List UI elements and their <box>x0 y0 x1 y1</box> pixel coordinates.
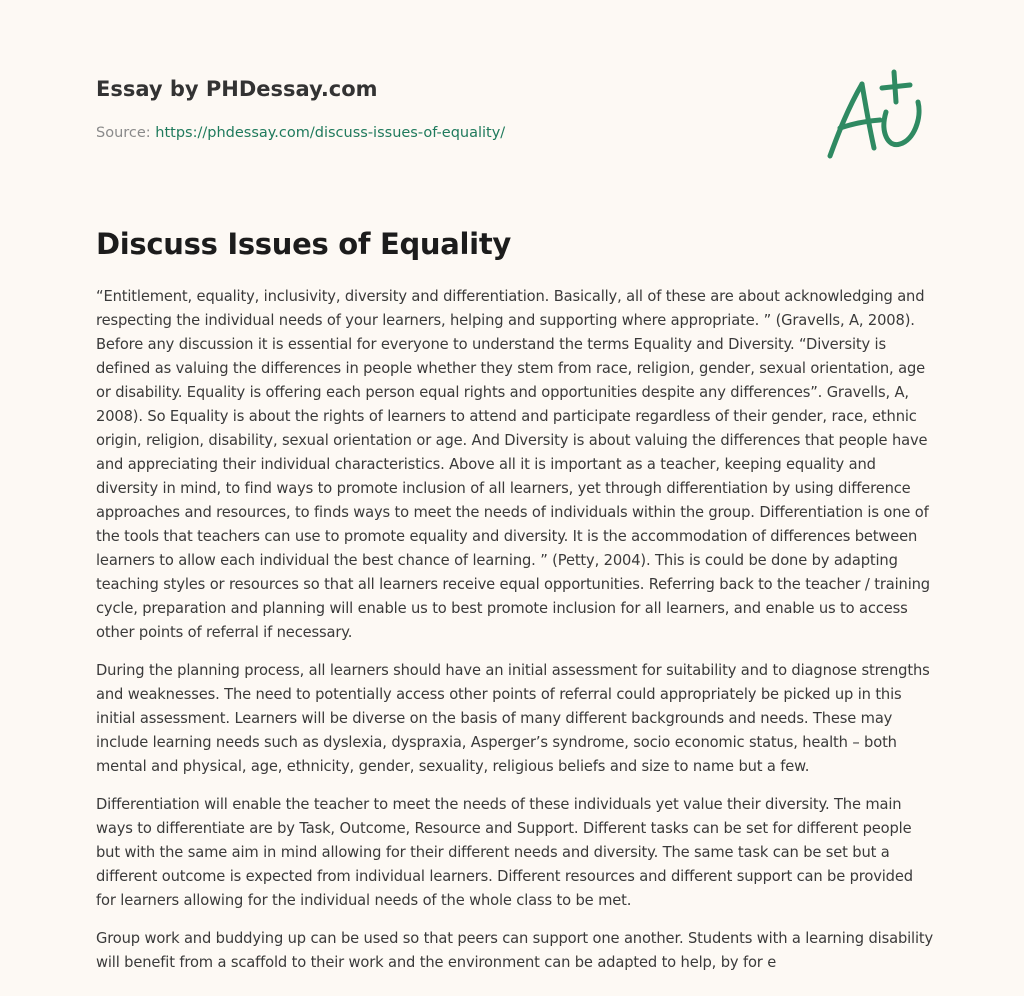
paragraph: During the planning process, all learners should have an initial assessment for suitability and to diagnose strengths and weaknesses. The need to potentially access other points of referral could appropriately be picked up in this initial assessment. Learners will be diverse on the basis of many different backgrounds and needs. These may include learning needs such as dyslexia, dyspraxia, Asperger’s syndrome, socio economic status, health – both mental and physical, age, ethnicity, gender, sexuality, religious beliefs and size to name but a few. <box>96 662 930 775</box>
essay-title: Discuss Issues of Equality <box>96 227 511 261</box>
source-line <box>96 123 796 143</box>
a-plus-logo-icon <box>822 68 926 164</box>
essay-body <box>96 285 936 989</box>
paragraph: Differentiation will enable the teacher to meet the needs of these individuals yet value their diversity. The main ways to differentiate are by Task, Outcome, Resource and Support. Different tasks can be set for different people but with the same aim in mind allowing for their different needs and diversity. The same task can be set but a different outcome is expected from individual learners. Different resources and different support can be provided for learners allowing for the individual needs of the whole class to be met. <box>96 796 913 909</box>
source-label: Source: <box>96 125 156 141</box>
source-link[interactable]: https://phdessay.com/discuss-issues-of-equality/ <box>155 125 506 141</box>
paragraph: “Entitlement, equality, inclusivity, diversity and differentiation. Basically, all of these are about acknowledging and respecting the individual needs of your learners, helping and supporting where appropriate. ” (Gravells, A, 2008). Before any discussion it is essential for everyone to understand the terms Equality and Diversity. “Diversity is defined as valuing the differences in people whether they stem from race, religion, gender, sexual orientation, age or disability. Equality is offering each person equal rights and opportunities despite any differences”. Gravells, A, 2008). So Equality is about the rights of learners to attend and participate regardless of their gender, race, ethnic origin, religion, disability, sexual orientation or age. And Diversity is about valuing the differences that people have and appreciating their individual characteristics. Above all it is important as a teacher, keeping equality and diversity in mind, to find ways to promote inclusion of all learners, yet through differentiation by using difference approaches and resources, to finds ways to meet the needs of individuals within the group. Differentiation is one of the tools that teachers can use to promote equality and diversity. It is the accommodation of differences between learners to allow each individual the best chance of learning. ” (Petty, 2004). This is could be done by adapting teaching styles or resources so that all learners receive equal opportunities. Referring back to the teacher / training cycle, preparation and planning will enable us to best promote inclusion for all learners, and enable us to access other points of referral if necessary. <box>96 288 930 641</box>
essay-header <box>96 74 796 143</box>
site-brand: Essay by PHDessay.com <box>96 77 378 101</box>
paragraph: Group work and buddying up can be used so that peers can support one another. Students with a learning disability will benefit from a scaffold to their work and the environment can be adapted to help, by for e <box>96 930 934 971</box>
